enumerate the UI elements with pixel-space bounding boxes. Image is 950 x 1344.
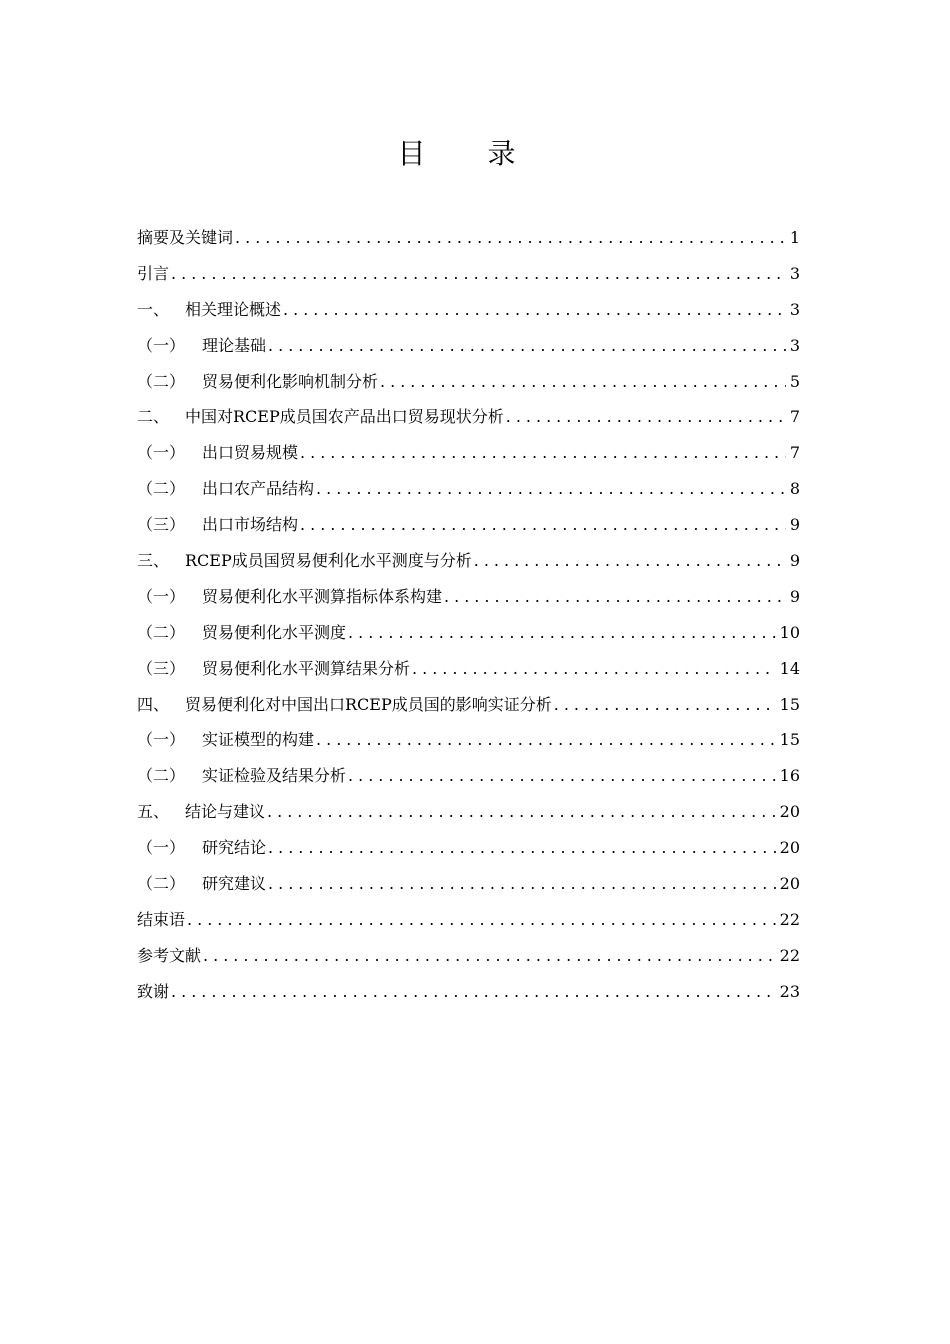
toc-entry-number: （二） — [137, 479, 186, 499]
dot-leader — [187, 902, 776, 938]
dot-leader — [412, 651, 776, 687]
toc-entry-page-number: 20 — [779, 802, 800, 822]
toc-entry[interactable] — [137, 722, 800, 758]
toc-entry-number: 四、 — [137, 694, 170, 714]
toc-entry-title: 研究建议 — [202, 874, 267, 894]
dot-leader — [267, 794, 776, 830]
toc-entry[interactable] — [137, 507, 800, 543]
toc-entry-number: （一） — [137, 730, 186, 750]
dot-leader — [283, 292, 786, 328]
toc-entry-title: 理论基础 — [202, 335, 267, 355]
dot-leader — [268, 328, 786, 364]
toc-entry-page-number: 3 — [789, 263, 800, 283]
toc-entry-number: （三） — [137, 515, 186, 535]
toc-entry[interactable] — [137, 364, 800, 400]
dot-leader — [474, 543, 786, 579]
toc-entry[interactable] — [137, 794, 800, 830]
toc-entry[interactable] — [137, 543, 800, 579]
dot-leader — [316, 471, 786, 507]
toc-entry-number: （二） — [137, 622, 186, 642]
toc-entry-page-number: 7 — [789, 407, 800, 427]
toc-entry-number: 一、 — [137, 299, 170, 319]
toc-entry-page-number: 10 — [779, 622, 800, 642]
toc-entry-page-number: 15 — [779, 694, 800, 714]
toc-entry-page-number: 8 — [789, 479, 800, 499]
dot-leader — [300, 507, 786, 543]
toc-entry-title: RCEP成员国贸易便利化水平测度与分析 — [185, 551, 472, 571]
toc-entry-title: 贸易便利化水平测算指标体系构建 — [202, 586, 443, 606]
toc-entry-page-number: 14 — [779, 658, 800, 678]
toc-entry-title: 结论与建议 — [185, 802, 266, 822]
toc-entry-number: （一） — [137, 335, 186, 355]
toc-entry-page-number: 9 — [789, 551, 800, 571]
toc-entry[interactable] — [137, 938, 800, 974]
toc-entry-title: 出口农产品结构 — [202, 479, 315, 499]
toc-entry[interactable] — [137, 328, 800, 364]
toc-entry-number: （二） — [137, 371, 186, 391]
toc-entry-title: 参考文献 — [137, 945, 202, 965]
toc-entry-page-number: 16 — [779, 766, 800, 786]
toc-entry-page-number: 23 — [779, 981, 800, 1001]
toc-title: 目录 — [397, 137, 578, 170]
toc-entry-page-number: 20 — [779, 838, 800, 858]
toc-entry-page-number: 15 — [779, 730, 800, 750]
toc-entry-title: 中国对RCEP成员国农产品出口贸易现状分析 — [185, 407, 504, 427]
dot-leader — [554, 687, 776, 723]
toc-entry-title: 出口贸易规模 — [202, 443, 299, 463]
toc-entry-number: （二） — [137, 874, 186, 894]
toc-entry[interactable] — [137, 651, 800, 687]
toc-entry-title: 出口市场结构 — [202, 515, 299, 535]
dot-leader — [444, 579, 786, 615]
dot-leader — [235, 220, 786, 256]
toc-entry-title: 贸易便利化影响机制分析 — [202, 371, 379, 391]
toc-entry-page-number: 1 — [789, 228, 800, 247]
toc-list — [137, 220, 800, 1010]
toc-entry-page-number: 9 — [789, 515, 800, 535]
dot-leader — [203, 938, 776, 974]
toc-entry-number: （一） — [137, 838, 186, 858]
toc-entry[interactable] — [137, 399, 800, 435]
toc-entry-title: 结束语 — [137, 909, 186, 929]
toc-entry[interactable] — [137, 866, 800, 902]
dot-leader — [348, 758, 776, 794]
toc-entry[interactable] — [137, 579, 800, 615]
toc-entry-number: 二、 — [137, 407, 170, 427]
dot-leader — [171, 256, 786, 292]
dot-leader — [268, 866, 776, 902]
toc-entry-number: 五、 — [137, 802, 170, 822]
toc-entry[interactable] — [137, 615, 800, 651]
toc-entry[interactable] — [137, 687, 800, 723]
toc-entry-title: 贸易便利化水平测度 — [202, 622, 347, 642]
toc-entry-title: 实证模型的构建 — [202, 730, 315, 750]
toc-entry-page-number: 3 — [789, 335, 800, 355]
toc-entry-title: 贸易便利化对中国出口RCEP成员国的影响实证分析 — [185, 694, 552, 714]
toc-entry[interactable] — [137, 471, 800, 507]
toc-entry-title: 引言 — [137, 263, 170, 283]
dot-leader — [300, 435, 786, 471]
toc-entry-title: 致谢 — [137, 981, 170, 1001]
toc-entry-number: （三） — [137, 658, 186, 678]
toc-entry-number: 三、 — [137, 551, 170, 571]
toc-entry-page-number: 22 — [779, 945, 800, 965]
toc-entry-title: 实证检验及结果分析 — [202, 766, 347, 786]
toc-entry[interactable] — [137, 435, 800, 471]
dot-leader — [316, 722, 776, 758]
dot-leader — [506, 399, 786, 435]
toc-entry-number: （一） — [137, 443, 186, 463]
toc-entry[interactable] — [137, 292, 800, 328]
toc-entry-number: （一） — [137, 586, 186, 606]
toc-entry-title: 摘要及关键词 — [137, 228, 234, 247]
toc-entry[interactable] — [137, 220, 800, 256]
toc-entry-title: 研究结论 — [202, 838, 267, 858]
dot-leader — [171, 974, 776, 1010]
dot-leader — [380, 364, 786, 400]
toc-entry-page-number: 7 — [789, 443, 800, 463]
toc-entry[interactable] — [137, 758, 800, 794]
toc-entry-page-number: 3 — [789, 299, 800, 319]
dot-leader — [348, 615, 776, 651]
toc-entry[interactable] — [137, 256, 800, 292]
toc-entry-page-number: 5 — [789, 371, 800, 391]
dot-leader — [268, 830, 776, 866]
toc-entry-page-number: 9 — [789, 586, 800, 606]
toc-entry-number: （二） — [137, 766, 186, 786]
toc-entry-page-number: 22 — [779, 909, 800, 929]
toc-entry-page-number: 20 — [779, 874, 800, 894]
toc-entry[interactable] — [137, 830, 800, 866]
toc-entry-title: 相关理论概述 — [185, 299, 282, 319]
toc-entry-title: 贸易便利化水平测算结果分析 — [202, 658, 411, 678]
toc-entry[interactable] — [137, 902, 800, 938]
toc-entry[interactable] — [137, 974, 800, 1010]
